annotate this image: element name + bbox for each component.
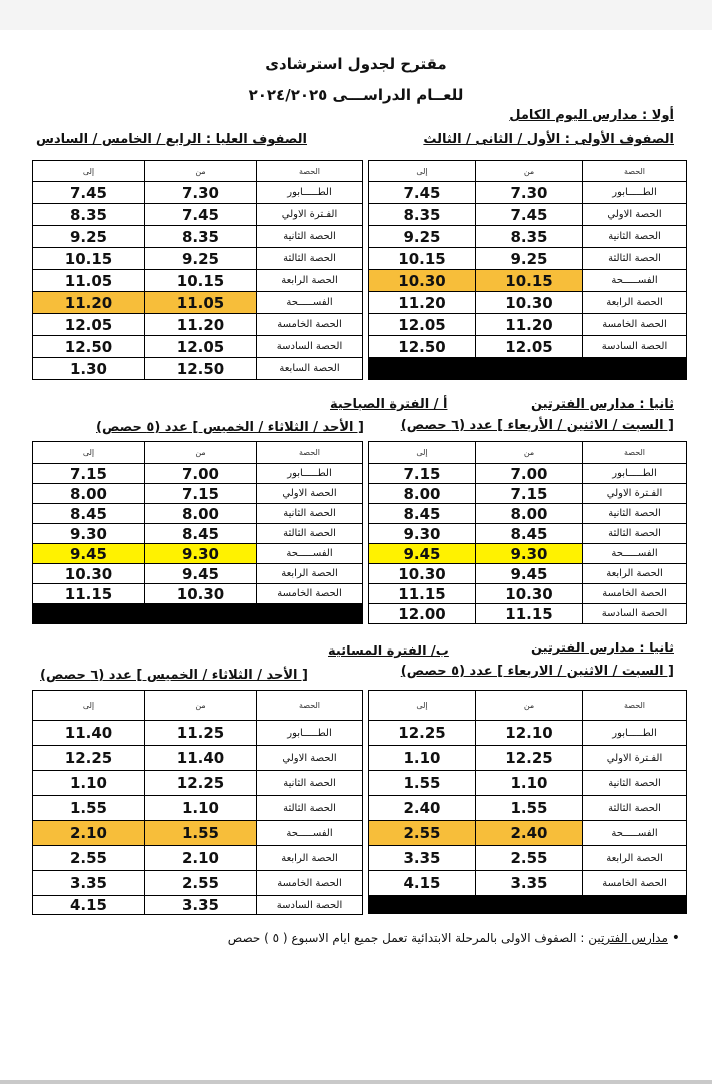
evening-shift-sat-mon-wed-table [368, 690, 687, 914]
time-to: 4.15 [33, 896, 145, 915]
time-from: 7.45 [145, 204, 257, 226]
time-from: 3.35 [476, 871, 583, 896]
table-header-row [369, 161, 687, 182]
screen-bottom-bar [0, 1080, 712, 1084]
section2-left-label: [ الأحد / الثلاثاء / الخميس ] عدد (٥ حصص) [96, 420, 364, 435]
table-row [33, 721, 363, 746]
time-from: 11.05 [145, 292, 257, 314]
time-from: 7.45 [476, 204, 583, 226]
section3-heading: ثانيا : مدارس الفترتين [530, 641, 674, 656]
empty-cell [33, 604, 145, 624]
time-to: 11.05 [33, 270, 145, 292]
time-from: 9.45 [145, 564, 257, 584]
time-to: 10.30 [369, 564, 476, 584]
column-header: الحصة [583, 442, 687, 464]
period-name: الحصة الخامسة [583, 584, 687, 604]
period-name: الحصة الخامسة [583, 871, 687, 896]
period-name: الحصة الاولي [583, 204, 687, 226]
time-to: 2.55 [369, 821, 476, 846]
period-name: الحصة الثالثة [257, 248, 363, 270]
time-from: 12.10 [476, 721, 583, 746]
evening-shift-sun-tue-thu-table [32, 690, 363, 915]
period-name: الحصة الرابعة [257, 270, 363, 292]
section1-right-label: الصفوف الأولى : الأول / الثانى / الثالث [423, 132, 674, 147]
period-name: الحصة الثانية [583, 226, 687, 248]
time-from: 11.20 [145, 314, 257, 336]
time-from: 8.35 [145, 226, 257, 248]
time-from: 1.55 [145, 821, 257, 846]
time-to: 12.25 [33, 746, 145, 771]
time-to: 2.10 [33, 821, 145, 846]
table-row [33, 564, 363, 584]
time-from: 9.30 [145, 544, 257, 564]
time-from: 12.05 [145, 336, 257, 358]
table-row [33, 821, 363, 846]
column-header: الحصة [257, 442, 363, 464]
period-name: الحصة الخامسة [583, 314, 687, 336]
period-name: الحصة الخامسة [257, 584, 363, 604]
period-name: الطـــــابور [257, 721, 363, 746]
empty-cell [257, 604, 363, 624]
table-row [33, 464, 363, 484]
time-to: 2.40 [369, 796, 476, 821]
time-from: 7.15 [145, 484, 257, 504]
time-from: 1.55 [476, 796, 583, 821]
time-to: 3.35 [33, 871, 145, 896]
time-to: 8.45 [33, 504, 145, 524]
time-from: 9.25 [145, 248, 257, 270]
time-to: 10.30 [369, 270, 476, 292]
time-to: 10.30 [33, 564, 145, 584]
time-to: 7.15 [33, 464, 145, 484]
period-name: الحصة السادسة [257, 896, 363, 915]
empty-cell [369, 896, 476, 914]
time-to: 1.10 [369, 746, 476, 771]
table-row [33, 292, 363, 314]
column-header: إلى [369, 691, 476, 721]
time-from: 11.20 [476, 314, 583, 336]
period-name: الفـترة الاولي [583, 746, 687, 771]
morning-shift-sat-mon-wed-table [368, 441, 687, 624]
table-row [33, 584, 363, 604]
period-name: الطـــــابور [257, 182, 363, 204]
time-from: 8.45 [476, 524, 583, 544]
period-name: الحصة السادسة [583, 604, 687, 624]
column-header: من [145, 442, 257, 464]
time-to: 4.15 [369, 871, 476, 896]
time-to: 11.20 [33, 292, 145, 314]
time-from: 7.00 [476, 464, 583, 484]
table-row [369, 871, 687, 896]
section3-right-label: [ السبت / الاثنين / الاربعاء ] عدد (٥ حصص) [400, 664, 674, 679]
time-to: 2.55 [33, 846, 145, 871]
time-to: 12.50 [33, 336, 145, 358]
table-row [33, 871, 363, 896]
empty-cell [583, 358, 687, 380]
column-header: الحصة [257, 161, 363, 182]
table-row [33, 896, 363, 915]
document-title: مقترح لجدول استرشادى [265, 55, 447, 73]
time-from: 10.30 [476, 584, 583, 604]
column-header: من [476, 161, 583, 182]
table-row [369, 604, 687, 624]
table-row [33, 248, 363, 270]
table-row [369, 524, 687, 544]
time-to: 8.45 [369, 504, 476, 524]
time-to: 9.30 [369, 524, 476, 544]
section3-left-label: [ الأحد / الثلاثاء / الخميس ] عدد (٦ حصص) [40, 668, 308, 683]
time-from: 8.35 [476, 226, 583, 248]
period-name: الحصة الاولي [257, 746, 363, 771]
period-name: الحصة الرابعة [257, 564, 363, 584]
time-from: 11.15 [476, 604, 583, 624]
period-name: الفســـــحة [257, 821, 363, 846]
section2-right-label: [ السبت / الاثنين / الأربعاء ] عدد (٦ حصص) [400, 418, 674, 433]
time-from: 9.30 [476, 544, 583, 564]
column-header: إلى [33, 442, 145, 464]
time-from: 10.30 [145, 584, 257, 604]
table-row [369, 248, 687, 270]
table-row [33, 524, 363, 544]
table-row [369, 544, 687, 564]
time-from: 3.35 [145, 896, 257, 915]
column-header: إلى [369, 161, 476, 182]
table-row [33, 771, 363, 796]
period-name: الطـــــابور [583, 464, 687, 484]
period-name: الحصة الرابعة [583, 292, 687, 314]
empty-cell [145, 604, 257, 624]
period-name: الحصة الخامسة [257, 314, 363, 336]
period-name: الحصة الثانية [257, 226, 363, 248]
period-name: الحصة الخامسة [257, 871, 363, 896]
time-to: 11.15 [33, 584, 145, 604]
section2-heading: ثانيا : مدارس الفترتين [530, 397, 674, 412]
period-name: الطـــــابور [583, 721, 687, 746]
time-from: 2.10 [145, 846, 257, 871]
table-row [33, 314, 363, 336]
table-header-row [33, 691, 363, 721]
table-row [369, 270, 687, 292]
period-name: الفســـــحة [583, 544, 687, 564]
period-name: الحصة الثانية [257, 504, 363, 524]
period-name: الحصة السابعة [257, 358, 363, 380]
table-row [33, 358, 363, 380]
time-to: 9.25 [369, 226, 476, 248]
time-to: 1.10 [33, 771, 145, 796]
section3-subheading: ب/ الفترة المسائية [328, 644, 449, 659]
column-header: الحصة [257, 691, 363, 721]
section1-heading: أولا : مدارس اليوم الكامل [509, 108, 674, 123]
table-row [33, 182, 363, 204]
time-from: 7.15 [476, 484, 583, 504]
period-name: الحصة الثالثة [583, 796, 687, 821]
time-from: 12.05 [476, 336, 583, 358]
empty-cell [583, 896, 687, 914]
table-row [369, 484, 687, 504]
period-name: الفـترة الاولي [257, 204, 363, 226]
time-from: 12.25 [476, 746, 583, 771]
full-day-lower-grades-table [368, 160, 687, 380]
period-name: الطـــــابور [583, 182, 687, 204]
period-name: الفســـــحة [257, 292, 363, 314]
period-name: الحصة الثالثة [583, 524, 687, 544]
table-row [369, 292, 687, 314]
period-name: الحصة الثانية [257, 771, 363, 796]
full-day-upper-grades-table [32, 160, 363, 380]
column-header: إلى [369, 442, 476, 464]
period-name: الحصة الرابعة [583, 564, 687, 584]
table-row [369, 896, 687, 914]
period-name: الحصة الاولي [257, 484, 363, 504]
time-to: 9.25 [33, 226, 145, 248]
time-to: 11.15 [369, 584, 476, 604]
period-name: الفســـــحة [257, 544, 363, 564]
time-to: 8.35 [369, 204, 476, 226]
time-from: 12.50 [145, 358, 257, 380]
time-from: 11.40 [145, 746, 257, 771]
table-row [33, 846, 363, 871]
time-from: 2.40 [476, 821, 583, 846]
time-from: 12.25 [145, 771, 257, 796]
table-row [33, 336, 363, 358]
table-row [369, 314, 687, 336]
column-header: إلى [33, 161, 145, 182]
time-from: 1.10 [145, 796, 257, 821]
time-from: 9.25 [476, 248, 583, 270]
time-from: 7.30 [145, 182, 257, 204]
table-row [369, 182, 687, 204]
time-to: 10.15 [33, 248, 145, 270]
footnote-text: : الصفوف الاولى بالمرحلة الابتدائية تعمل جميع ايام الاسبوع ( ٥ ) حصص [227, 931, 585, 945]
table-row [33, 504, 363, 524]
period-name: الحصة الثانية [583, 504, 687, 524]
time-to: 1.55 [369, 771, 476, 796]
time-to: 1.55 [33, 796, 145, 821]
column-header: إلى [33, 691, 145, 721]
table-row [33, 796, 363, 821]
period-name: الحصة الثالثة [583, 248, 687, 270]
period-name: الفســـــحة [583, 270, 687, 292]
column-header: من [476, 442, 583, 464]
table-row [369, 504, 687, 524]
column-header: الحصة [583, 691, 687, 721]
time-to: 9.30 [33, 524, 145, 544]
column-header: من [145, 691, 257, 721]
time-from: 1.10 [476, 771, 583, 796]
time-to: 9.45 [369, 544, 476, 564]
period-name: الحصة السادسة [257, 336, 363, 358]
morning-shift-sun-tue-thu-table [32, 441, 363, 624]
time-to: 12.05 [33, 314, 145, 336]
table-header-row [369, 442, 687, 464]
table-row [369, 336, 687, 358]
time-from: 2.55 [145, 871, 257, 896]
time-to: 8.00 [33, 484, 145, 504]
section1-left-label: الصفوف العليا : الرابع / الخامس / السادس [36, 132, 308, 147]
time-to: 12.00 [369, 604, 476, 624]
table-row [369, 846, 687, 871]
table-row [369, 358, 687, 380]
table-row [369, 821, 687, 846]
time-from: 2.55 [476, 846, 583, 871]
time-to: 11.20 [369, 292, 476, 314]
time-from: 9.45 [476, 564, 583, 584]
period-name: الفـترة الاولي [583, 484, 687, 504]
time-to: 7.45 [369, 182, 476, 204]
table-row [369, 771, 687, 796]
time-from: 10.30 [476, 292, 583, 314]
time-from: 11.25 [145, 721, 257, 746]
academic-year: للعــام الدراســـى ٢٠٢٤/٢٠٢٥ [248, 86, 464, 104]
table-row [369, 204, 687, 226]
time-to: 10.15 [369, 248, 476, 270]
table-row [33, 204, 363, 226]
table-row [369, 564, 687, 584]
footnote-label: مدارس الفترتين [588, 931, 668, 945]
table-row [33, 226, 363, 248]
period-name: الفســـــحة [583, 821, 687, 846]
period-name: الحصة الرابعة [257, 846, 363, 871]
time-from: 7.00 [145, 464, 257, 484]
time-to: 9.45 [33, 544, 145, 564]
column-header: الحصة [583, 161, 687, 182]
time-to: 8.35 [33, 204, 145, 226]
period-name: الحصة الثالثة [257, 524, 363, 544]
empty-cell [476, 896, 583, 914]
table-row [33, 604, 363, 624]
time-to: 3.35 [369, 846, 476, 871]
table-header-row [369, 691, 687, 721]
table-row [369, 464, 687, 484]
time-to: 7.45 [33, 182, 145, 204]
time-from: 8.00 [476, 504, 583, 524]
period-name: الطـــــابور [257, 464, 363, 484]
table-row [33, 544, 363, 564]
table-header-row [33, 161, 363, 182]
time-to: 12.05 [369, 314, 476, 336]
time-from: 7.30 [476, 182, 583, 204]
period-name: الحصة السادسة [583, 336, 687, 358]
empty-cell [476, 358, 583, 380]
period-name: الحصة الرابعة [583, 846, 687, 871]
period-name: الحصة الثالثة [257, 796, 363, 821]
time-to: 12.50 [369, 336, 476, 358]
empty-cell [369, 358, 476, 380]
table-row [33, 270, 363, 292]
section2-subheading: أ / الفترة الصباحية [330, 397, 448, 412]
footnote-bullet: • [671, 930, 680, 946]
table-row [369, 721, 687, 746]
time-to: 1.30 [33, 358, 145, 380]
table-row [33, 484, 363, 504]
footnote [228, 930, 680, 946]
column-header: من [476, 691, 583, 721]
table-row [369, 584, 687, 604]
column-header: من [145, 161, 257, 182]
time-from: 10.15 [145, 270, 257, 292]
time-to: 12.25 [369, 721, 476, 746]
time-to: 11.40 [33, 721, 145, 746]
table-header-row [33, 442, 363, 464]
period-name: الحصة الثانية [583, 771, 687, 796]
time-from: 8.45 [145, 524, 257, 544]
table-row [369, 226, 687, 248]
table-row [369, 796, 687, 821]
table-row [369, 746, 687, 771]
time-to: 8.00 [369, 484, 476, 504]
table-row [33, 746, 363, 771]
time-to: 7.15 [369, 464, 476, 484]
time-from: 10.15 [476, 270, 583, 292]
time-from: 8.00 [145, 504, 257, 524]
